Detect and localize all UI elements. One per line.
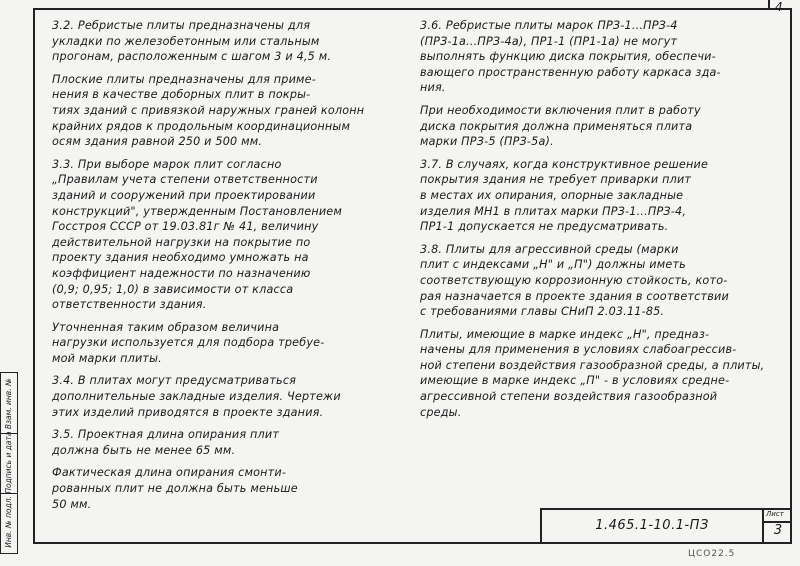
text-line: прогонам, расположенным с шагом 3 и 4,5 м. (52, 50, 332, 64)
left-column (52, 18, 397, 519)
text-line: коэффициент надежности по назначению (52, 266, 311, 280)
text-line: дополнительные закладные изделия. Чертежи (52, 390, 341, 404)
text-line: проекту здания необходимо умножать на (52, 251, 309, 265)
paragraph (420, 18, 775, 96)
text-line: нения в качестве доборных плит в покры- (52, 88, 311, 102)
paragraph (52, 157, 397, 313)
paragraph (420, 242, 775, 320)
text-line: среды. (420, 405, 462, 419)
text-line: 3.4. В плитах могут предусматриваться (52, 374, 297, 388)
sheet-label: Лист (766, 510, 784, 518)
text-line: 3.5. Проектная длина опирания плит (52, 428, 280, 442)
text-line: диска покрытия должна применяться плита (420, 119, 693, 133)
text-line: Плоские плиты предназначены для приме- (52, 72, 317, 86)
doc-code: 1.465.1-10.1-ПЗ (595, 518, 709, 533)
text-line: рая назначается в проекте здания в соответствии (420, 289, 729, 303)
text-line: ния. (420, 81, 446, 95)
paragraph (52, 465, 397, 512)
sheet-number: 3 (773, 523, 783, 538)
text-line: При необходимости включения плит в работу (420, 103, 701, 117)
text-line: (0,9; 0,95; 1,0) в зависимости от класса (52, 282, 294, 296)
text-line: 3.3. При выборе марок плит согласно (52, 157, 282, 171)
title-block (540, 508, 792, 544)
page-number: 4 (775, 0, 783, 14)
text-line: рованных плит не должна быть меньше (52, 482, 298, 496)
text-line: начены для применения в условиях слабоагрессив- (420, 343, 737, 357)
text-line: Фактическая длина опирания смонти- (52, 466, 287, 480)
bottom-mark: ЦСО22.5 (688, 549, 736, 559)
text-line: вающего пространственную работу каркаса зда- (420, 65, 721, 79)
text-line: изделия МН1 в плитах марки ПРЗ-1...ПРЗ-4, (420, 204, 687, 218)
text-line: осям здания равной 250 и 500 мм. (52, 135, 263, 149)
text-line: этих изделий приводятся в проекте здания. (52, 405, 324, 419)
text-line: ПР1-1 допускается не предусматривать. (420, 220, 669, 234)
text-line: 3.7. В случаях, когда конструктивное решение (420, 157, 709, 171)
text-line: имеющие в марке индекс „П" - в условиях средне- (420, 374, 730, 388)
text-line: 50 мм. (52, 497, 92, 511)
text-line: зданий и сооружений при проектировании (52, 188, 316, 202)
text-line: укладки по железобетонным или стальным (52, 34, 320, 48)
text-line: действительной нагрузки на покрытие по (52, 235, 311, 249)
text-line: крайних рядов к продольным координационным (52, 119, 351, 133)
paragraph (420, 157, 775, 235)
text-line: тиях зданий с привязкой наружных граней колонн (52, 103, 365, 117)
text-line: должна быть не менее 65 мм. (52, 443, 236, 457)
text-line: соответствующую коррозионную стойкость, кото- (420, 273, 728, 287)
paragraph (420, 103, 775, 150)
text-line: нагрузки используется для подбора требуе- (52, 336, 325, 350)
paragraph (52, 72, 397, 150)
text-line: с требованиями главы СНиП 2.03.11-85. (420, 305, 665, 319)
paragraph (52, 373, 397, 420)
text-line: в местах их опирания, опорные закладные (420, 188, 684, 202)
paragraph (52, 18, 397, 65)
right-column (420, 18, 775, 427)
text-line: Уточненная таким образом величина (52, 320, 280, 334)
text-line: марки ПРЗ-5 (ПРЗ-5а). (420, 135, 554, 149)
text-line: 3.8. Плиты для агрессивной среды (марки (420, 242, 679, 256)
text-line: ответственности здания. (52, 298, 207, 312)
text-line: 3.2. Ребристые плиты предназначены для (52, 19, 311, 32)
text-line: покрытия здания не требует приварки плит (420, 173, 692, 187)
text-line: Плиты, имеющие в марке индекс „Н", предназ- (420, 327, 710, 341)
text-line: агрессивной степени воздействия газообразной (420, 390, 718, 404)
paragraph (52, 427, 397, 458)
text-line: 3.6. Ребристые плиты марок ПРЗ-1...ПРЗ-4 (420, 19, 678, 32)
text-line: конструкций", утвержденным Постановлением (52, 204, 343, 218)
text-line: мой марки плиты. (52, 351, 162, 365)
text-line: выполнять функцию диска покрытия, обеспечи- (420, 50, 716, 64)
text-line: Госстроя СССР от 19.03.81г № 41, величину (52, 220, 319, 234)
text-line: (ПРЗ-1а...ПРЗ-4а), ПР1-1 (ПР1-1а) не могут (420, 34, 678, 48)
text-line: ной степени воздействия газообразной среды, а плиты, (420, 358, 765, 372)
paragraph (420, 327, 775, 421)
corner-tick (768, 0, 770, 10)
text-line: плит с индексами „Н" и „П") должны иметь (420, 258, 686, 272)
text-line: „Правилам учета степени ответственности (52, 173, 318, 187)
paragraph (52, 320, 397, 367)
side-stamp-text: Инв. № подл. Подпись и дата Взам. инв. № (4, 378, 13, 548)
